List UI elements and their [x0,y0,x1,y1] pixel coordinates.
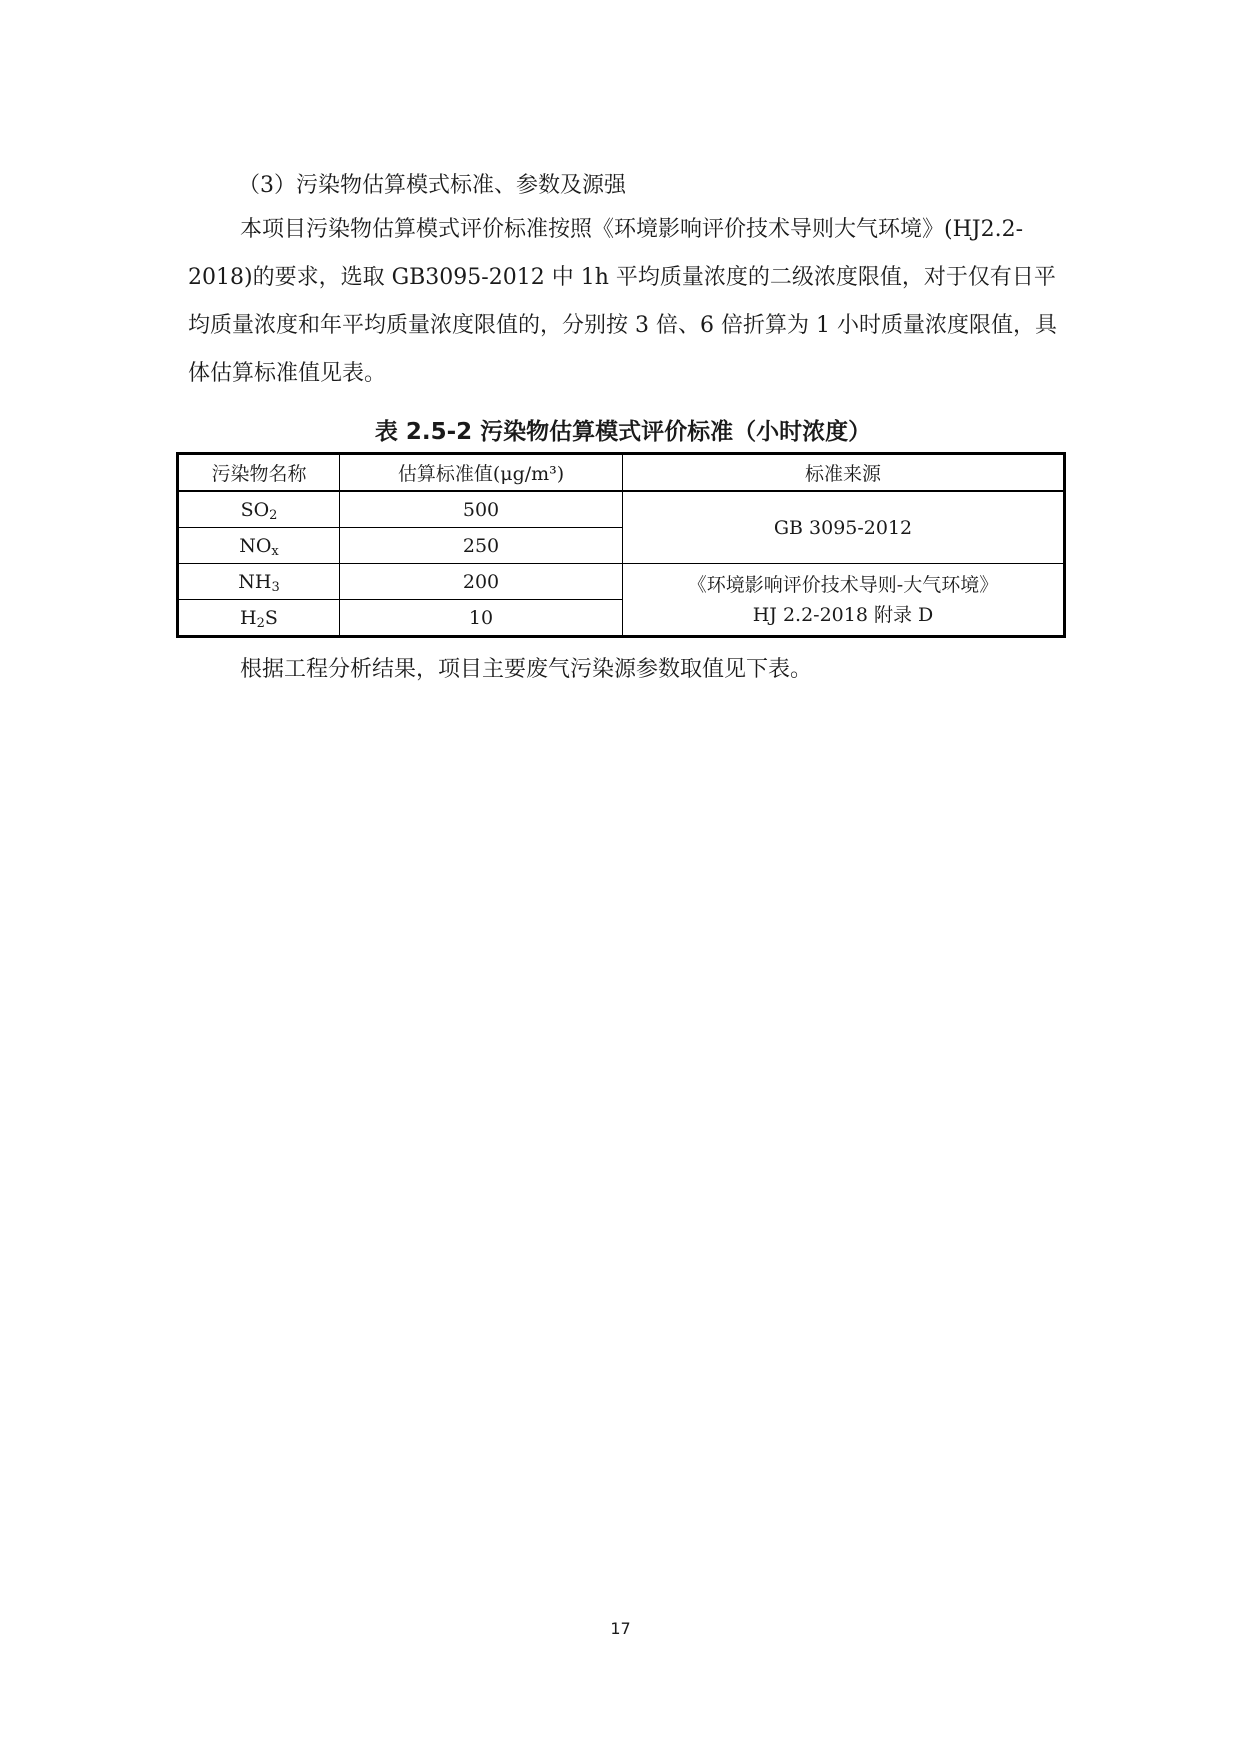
source-cell-hj [623,564,1065,637]
table-row [178,491,1065,528]
source-line-1: 《环境影响评价技术导则-大气环境》 [687,573,999,596]
header-standard-source: 标准来源 [623,454,1065,492]
value-cell: 200 [340,564,623,600]
pollutant-subscript: 2 [256,615,265,631]
section-subheading: （3）污染物估算模式标准、参数及源强 [238,173,626,198]
pollutant-cell [178,564,340,600]
pollutant-tail: S [264,606,278,629]
pollutant-base: SO [240,498,270,521]
value-cell: 500 [340,491,623,528]
pollutant-subscript: 2 [269,507,278,523]
source-line-2: HJ 2.2-2018 附录 D [752,603,934,626]
pollutant-subscript: 3 [271,579,280,595]
pollutant-cell [178,528,340,564]
value-cell: 10 [340,600,623,637]
page-number: 17 [610,1619,631,1638]
value-cell: 250 [340,528,623,564]
pollutant-cell [178,600,340,637]
pollutant-cell [178,491,340,528]
standards-table [176,452,1066,638]
header-pollutant-name: 污染物名称 [178,454,340,492]
header-standard-value: 估算标准值(μg/m³) [340,454,623,492]
table-row [178,564,1065,600]
pollutant-base: NH [238,570,272,593]
table-header-row [178,454,1065,492]
pollutant-base: H [240,606,257,629]
after-table-paragraph: 根据工程分析结果，项目主要废气污染源参数取值见下表。 [240,657,813,682]
pollutant-base: NO [239,534,272,557]
table-caption: 表 2.5-2 污染物估算模式评价标准（小时浓度） [374,419,872,445]
pollutant-subscript: x [271,543,279,559]
body-paragraph: 本项目污染物估算模式评价标准按照《环境影响评价技术导则大气环境》(HJ2.2-2018)的要求，选取 GB3095-2012 中 1h 平均质量浓度的二级浓度限值，对于仅有日平均质量浓度和年平均质量浓度限值的，分别按 3 倍、6 倍折算为 1 小时质量浓度限值，具体估算标准值见表。 [188,217,1057,386]
source-cell-gb: GB 3095-2012 [623,491,1065,564]
